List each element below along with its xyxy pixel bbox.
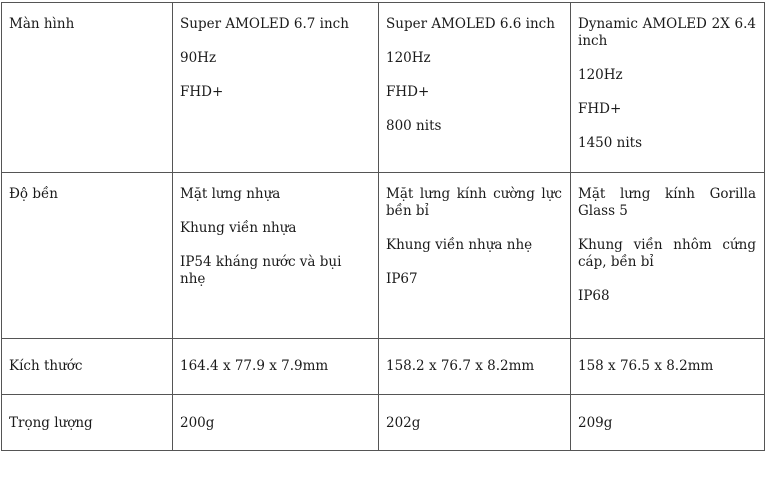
row-label-screen <box>2 3 173 173</box>
table-row-screen <box>2 3 765 173</box>
cell-durability-b <box>379 173 571 339</box>
cell-weight-a <box>173 395 379 451</box>
cell-line: Super AMOLED 6.7 inch <box>180 16 349 32</box>
cell-line: IP68 <box>578 288 610 304</box>
cell-line: Khung viền nhựa <box>180 220 297 236</box>
cell-line: Mặt lưng kính Gorilla Glass 5 <box>578 186 756 219</box>
cell-line: 164.4 x 77.9 x 7.9mm <box>180 358 329 374</box>
cell-durability-c <box>571 173 765 339</box>
row-label-text: Màn hình <box>9 16 75 32</box>
cell-dimensions-c <box>571 339 765 395</box>
cell-line: 120Hz <box>578 67 623 83</box>
row-label-dimensions <box>2 339 173 395</box>
cell-dimensions-b <box>379 339 571 395</box>
row-label-text: Trọng lượng <box>9 415 93 431</box>
cell-line: 209g <box>578 415 613 431</box>
cell-line: Dynamic AMOLED 2X 6.4 inch <box>578 16 756 49</box>
cell-screen-b <box>379 3 571 173</box>
cell-screen-c <box>571 3 765 173</box>
cell-line: Mặt lưng kính cường lực bền bỉ <box>386 186 562 219</box>
cell-line: FHD+ <box>578 101 622 117</box>
cell-weight-b <box>379 395 571 451</box>
table-row-durability <box>2 173 765 339</box>
cell-line: IP67 <box>386 271 418 287</box>
cell-durability-a <box>173 173 379 339</box>
spec-comparison-table <box>1 2 765 451</box>
row-label-text: Kích thước <box>9 358 83 374</box>
row-label-durability <box>2 173 173 339</box>
cell-line: 800 nits <box>386 118 442 134</box>
cell-line: Mặt lưng nhựa <box>180 186 281 202</box>
cell-line: Super AMOLED 6.6 inch <box>386 16 555 32</box>
cell-line: 202g <box>386 415 421 431</box>
cell-dimensions-a <box>173 339 379 395</box>
row-label-text: Độ bền <box>9 186 58 202</box>
row-label-weight <box>2 395 173 451</box>
cell-line: 1450 nits <box>578 135 643 151</box>
cell-weight-c <box>571 395 765 451</box>
cell-line: 200g <box>180 415 215 431</box>
cell-line: Khung viền nhôm cứng cáp, bền bỉ <box>578 237 756 270</box>
cell-line: IP54 kháng nước và bụi nhẹ <box>180 254 342 287</box>
cell-line: 120Hz <box>386 50 431 66</box>
table-row-weight <box>2 395 765 451</box>
cell-line: 90Hz <box>180 50 217 66</box>
table-row-dimensions <box>2 339 765 395</box>
cell-line: Khung viền nhựa nhẹ <box>386 237 533 253</box>
cell-line: 158 x 76.5 x 8.2mm <box>578 358 714 374</box>
cell-line: FHD+ <box>180 84 224 100</box>
cell-line: FHD+ <box>386 84 430 100</box>
cell-screen-a <box>173 3 379 173</box>
cell-line: 158.2 x 76.7 x 8.2mm <box>386 358 535 374</box>
